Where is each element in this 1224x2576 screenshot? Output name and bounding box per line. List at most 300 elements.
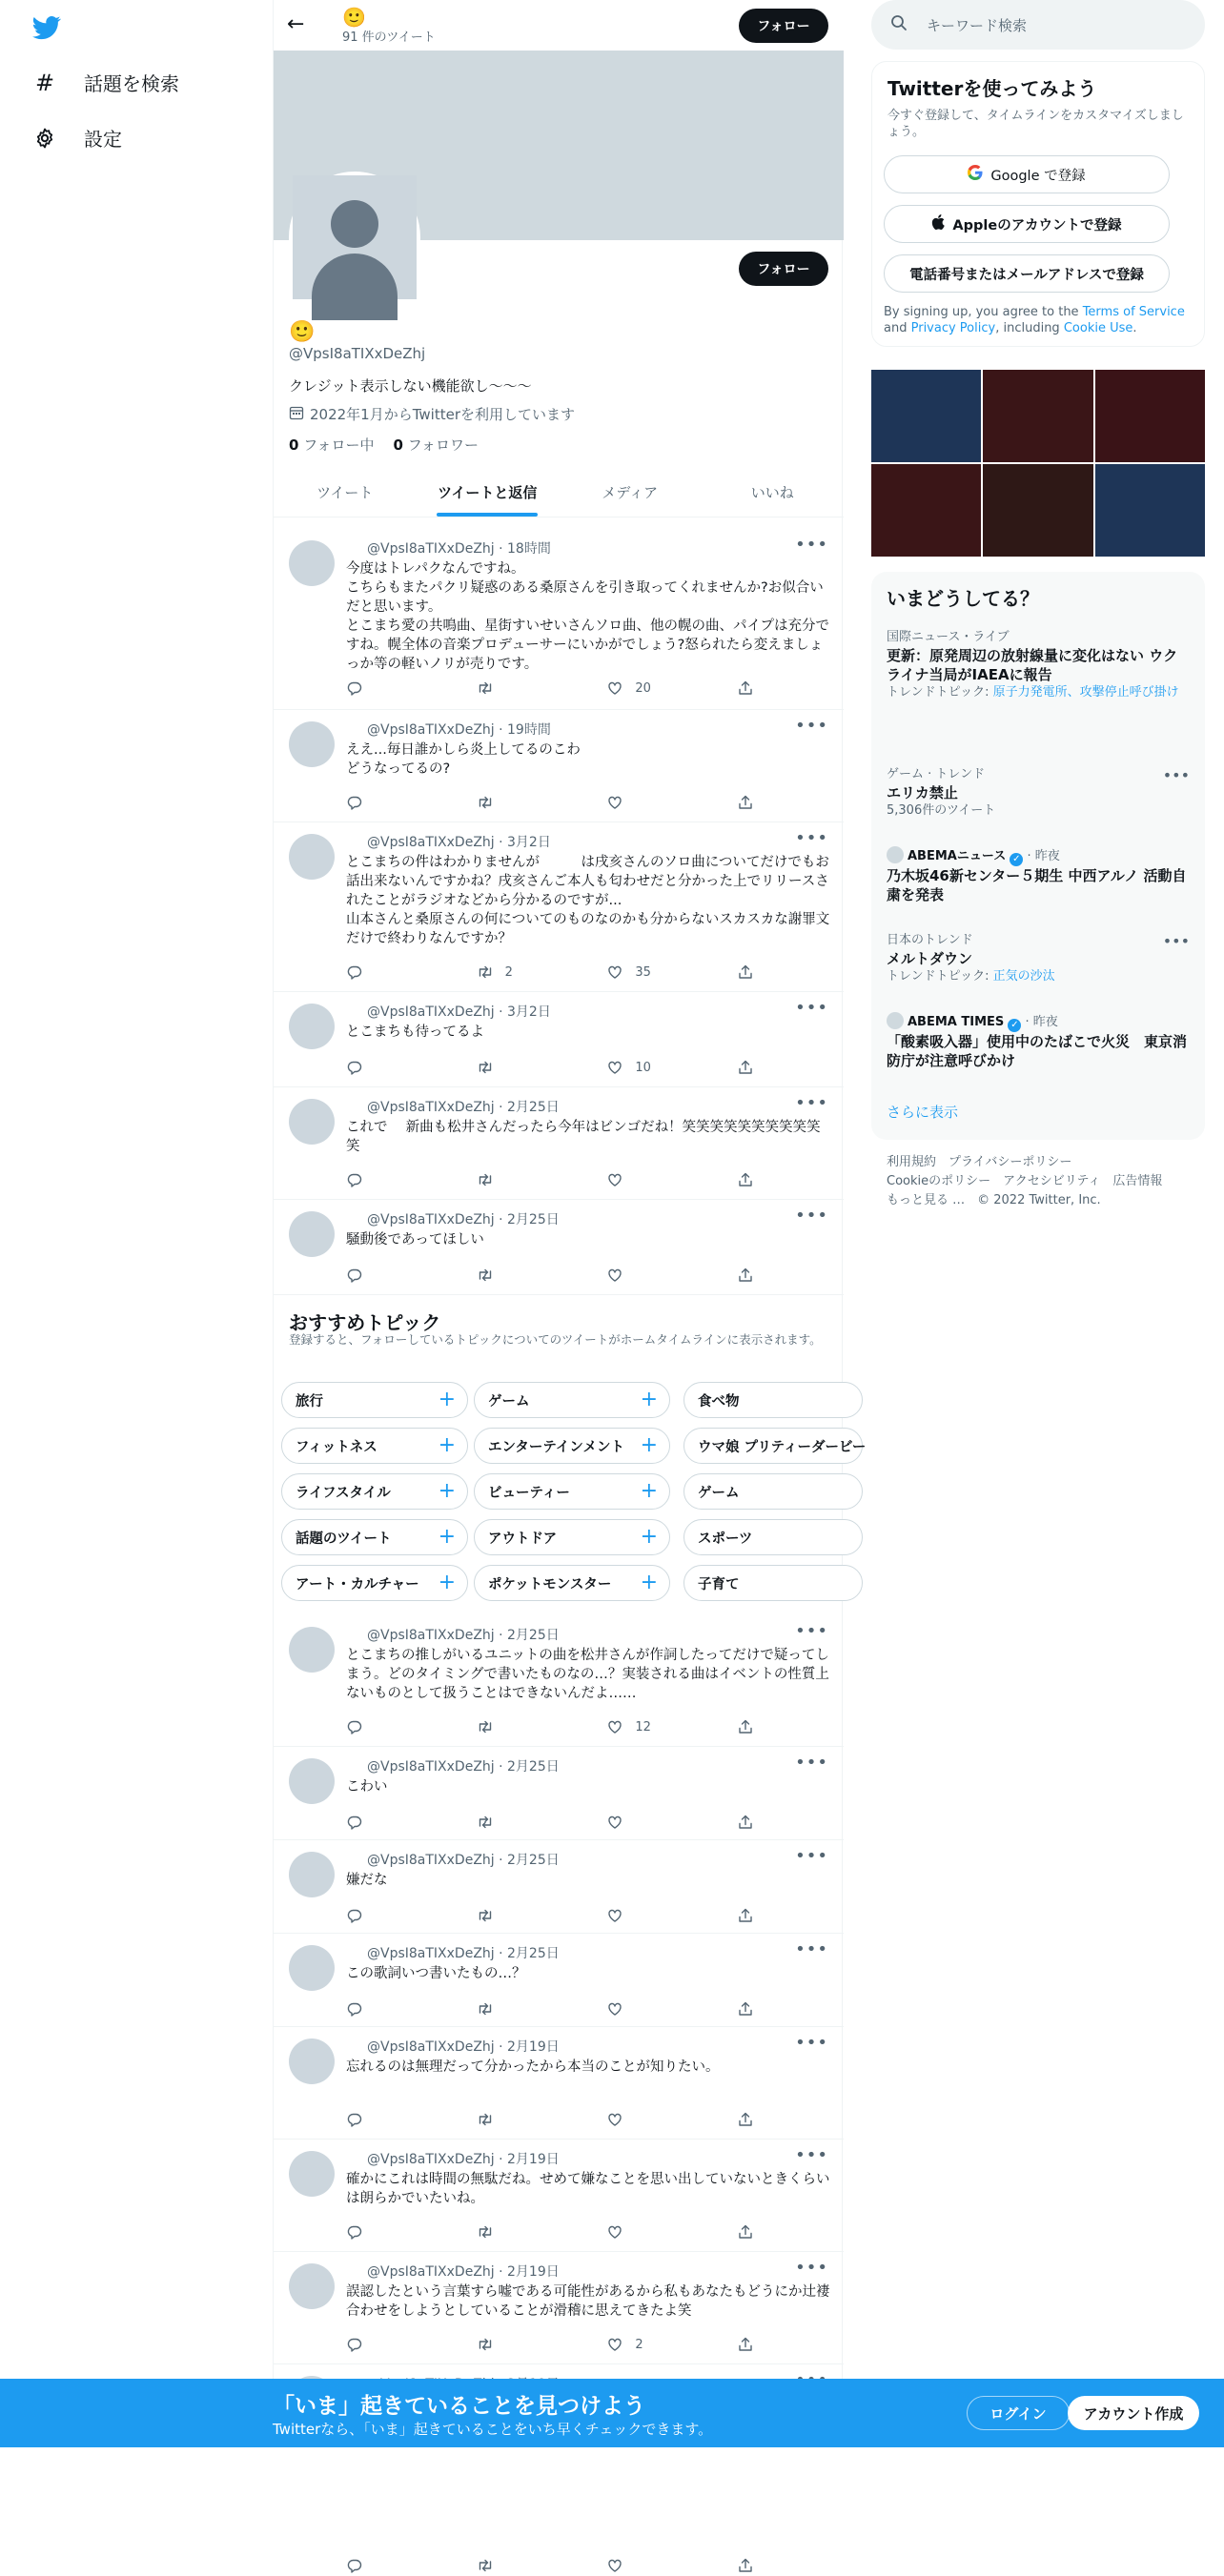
plus-icon: + [438, 1388, 456, 1411]
share-button[interactable] [737, 2555, 756, 2576]
trends-card [871, 572, 1205, 1140]
profile-joined-text: 2022年1月からTwitterを利用しています [310, 406, 575, 423]
trend-sub [887, 968, 1190, 984]
tab-tweets-and-replies[interactable]: ツイートと返信 [417, 467, 560, 517]
nav-settings[interactable] [32, 124, 122, 152]
plus-icon: + [640, 1571, 658, 1594]
following-count: 0 [289, 436, 299, 454]
retweet-icon [477, 794, 494, 811]
tweet-avatar[interactable] [289, 1099, 335, 1145]
tweet-text: こわい [346, 1779, 388, 1795]
tweet-avatar[interactable] [289, 1758, 335, 1804]
reply-icon [346, 2557, 363, 2574]
reply-button[interactable] [346, 678, 441, 699]
legal-and: and [884, 321, 908, 335]
trend-name: 更新：原発周辺の放射線量に変化はない ウクライナ当局がIAEAに報告 [887, 647, 1178, 683]
tweet-meta: @VpsI8aTIXxDeZhj · 2月19日 [367, 2039, 560, 2055]
plus-icon: + [640, 1388, 658, 1411]
profile-joined [289, 404, 575, 424]
terms-link[interactable]: Terms of Service [1082, 305, 1185, 319]
tweet[interactable] [274, 2252, 844, 2364]
tweet-count: 91 件のツイート [342, 30, 436, 45]
reply-button[interactable] [346, 1169, 441, 1190]
tweet-avatar[interactable] [289, 1627, 335, 1673]
footer-links [887, 1153, 1192, 1210]
like-button[interactable] [606, 2109, 702, 2130]
tweet[interactable] [274, 1087, 844, 1200]
retweet-icon [477, 1814, 494, 1831]
reply-button[interactable] [346, 962, 441, 983]
topic-chip[interactable] [683, 1428, 867, 1464]
tweet[interactable] [274, 1615, 844, 1747]
share-icon [737, 1171, 754, 1188]
plus-icon: + [640, 1479, 658, 1503]
tweet-text: とこまちの件はわかりませんが は戌亥さんのソロ曲についてだけでもお話出来ないんですかね？戌亥さんご本人も匂わせだと分かった上でリリースされたことがラジオなどから分かるのですが... 山本さんと桑原さんの何についてのものなのかも分からないスカスカな謝罪文だけで終わりなんですか？ [346, 855, 830, 946]
tweet-meta: @VpsI8aTIXxDeZhj · 2月25日 [367, 1212, 560, 1227]
tweet-avatar[interactable] [289, 834, 335, 880]
like-count: 2 [635, 2337, 643, 2352]
heart-icon [606, 2557, 623, 2574]
share-icon [737, 2111, 754, 2128]
reply-icon [346, 794, 363, 811]
following-link[interactable] [289, 435, 374, 455]
tweet[interactable] [274, 2027, 844, 2140]
tweet-actions [346, 1998, 756, 2019]
followers-label: フォロワー [407, 436, 479, 454]
share-icon [737, 1814, 754, 1831]
tweet-text: 忘れるのは無理だって分かったから本当のことが知りたい。 [346, 2059, 720, 2075]
profile-bio: クレジット表示しない機能欲し〜〜〜 [289, 377, 532, 395]
trend-name: エリカ禁止 [887, 784, 958, 801]
profile-handle: @VpsI8aTIXxDeZhj [289, 345, 426, 362]
trend-item[interactable] [887, 766, 1190, 819]
more-options-icon[interactable]: ••• [795, 1753, 828, 1773]
more-options-icon[interactable]: ••• [795, 535, 828, 555]
retweet-button[interactable] [477, 1998, 572, 2019]
tweet-text: これで 新曲も松井さんだったら今年はビンゴだね！笑笑笑笑笑笑笑笑笑笑笑 [346, 1120, 821, 1154]
tweet-avatar[interactable] [289, 721, 335, 767]
topic-chip[interactable] [281, 1473, 468, 1510]
topics-subtitle: 登録すると、フォローしているトピックについてのツイートがホームタイムラインに表示されます。 [289, 1332, 822, 1347]
tweet-text: 嫌だな [346, 1873, 388, 1888]
share-button[interactable] [737, 1812, 756, 1833]
tweet-actions [346, 2109, 756, 2130]
nav-settings-label: 設定 [84, 128, 122, 151]
retweet-icon [477, 1059, 494, 1076]
retweet-button[interactable] [477, 1057, 572, 1078]
search-icon [890, 14, 908, 35]
tweet-avatar[interactable] [289, 1211, 335, 1257]
source-avatar [887, 846, 904, 863]
share-icon [737, 963, 754, 981]
tweet-meta: @VpsI8aTIXxDeZhj · 2月25日 [367, 1946, 560, 1961]
trend-time: · 昨夜 [1027, 849, 1060, 863]
media-thumbnail[interactable] [1095, 370, 1205, 462]
retweet-icon [477, 2111, 494, 2128]
follow-button-header[interactable]: フォロー [739, 9, 828, 43]
trend-sub-link[interactable]: 原子力発電所、攻撃停止呼び掛け [992, 685, 1179, 700]
trend-name: 「酸素吸入器」使用中のたばこで火災 東京消防庁が注意呼びかけ [887, 1033, 1188, 1069]
reply-button[interactable] [346, 2334, 441, 2355]
retweet-button[interactable] [477, 2109, 572, 2130]
trend-meta: ゲーム · トレンド [887, 767, 986, 781]
tweet[interactable] [274, 1200, 844, 1295]
google-signup-button[interactable] [884, 155, 1170, 193]
topic-chip[interactable] [683, 1565, 863, 1601]
like-button[interactable] [606, 2221, 702, 2242]
heart-icon [606, 963, 623, 981]
tweet-actions [346, 678, 756, 699]
reply-icon [346, 2111, 363, 2128]
retweet-icon [477, 963, 494, 981]
trend-item[interactable] [887, 1012, 1190, 1070]
retweet-button[interactable] [477, 2555, 572, 2576]
more-options-icon[interactable]: ••• [795, 2145, 828, 2165]
retweet-button[interactable] [477, 678, 572, 699]
share-button[interactable] [737, 1716, 756, 1737]
like-count: 35 [635, 964, 651, 980]
trend-sub-link[interactable]: 正気の沙汰 [992, 969, 1055, 984]
reply-icon [346, 1907, 363, 1924]
heart-icon [606, 2223, 623, 2241]
tweet-actions [346, 1169, 756, 1190]
like-button[interactable] [606, 1905, 702, 1926]
heart-icon [606, 679, 623, 697]
reply-button[interactable] [346, 1905, 441, 1926]
reply-button[interactable] [346, 2109, 441, 2130]
media-thumbnail[interactable] [983, 464, 1092, 557]
heart-icon [606, 1907, 623, 1924]
like-button[interactable] [606, 792, 702, 813]
signup-title: Twitterを使ってみよう [887, 77, 1097, 100]
phone-email-signup-button[interactable]: 電話番号またはメールアドレスで登録 [884, 254, 1170, 293]
main-column [273, 0, 867, 2447]
share-button[interactable] [737, 962, 756, 983]
google-signup-label: Google で登録 [990, 168, 1086, 184]
share-icon [737, 679, 754, 697]
topic-chip[interactable] [281, 1382, 468, 1418]
tweet-actions [346, 2555, 756, 2576]
verified-badge-icon: ✓ [1010, 853, 1023, 866]
retweet-icon [477, 1267, 494, 1284]
topic-chip[interactable] [474, 1428, 670, 1464]
reply-button[interactable] [346, 1265, 441, 1286]
tweet-avatar[interactable] [289, 1852, 335, 1897]
tweet[interactable] [274, 529, 844, 710]
tweet-meta: @VpsI8aTIXxDeZhj · 19時間 [367, 722, 551, 738]
trend-source: ABEMA TIMES [908, 1015, 1005, 1029]
heart-icon [606, 1059, 623, 1076]
trend-meta [887, 1012, 1190, 1032]
tweet[interactable] [274, 1747, 844, 1840]
more-options-icon[interactable]: ••• [795, 1206, 828, 1226]
footer-line[interactable]: もっと見る … © 2022 Twitter, Inc. [887, 1193, 1101, 1207]
nav-explore-label: 話題を検索 [84, 72, 179, 95]
trend-time: · 昨夜 [1025, 1015, 1058, 1029]
tweet-avatar[interactable] [289, 540, 335, 586]
topic-chip[interactable] [281, 1519, 468, 1555]
like-button[interactable] [606, 678, 702, 699]
more-options-icon[interactable]: ••• [795, 1093, 828, 1113]
topic-chip-label: ポケットモンスター [488, 1576, 612, 1592]
back-arrow-icon[interactable]: ← [287, 12, 305, 36]
reply-button[interactable] [346, 1812, 441, 1833]
share-button[interactable] [737, 2334, 756, 2355]
retweet-button[interactable] [477, 1716, 572, 1737]
tweet-actions [346, 1716, 756, 1737]
followers-count: 0 [393, 436, 403, 454]
topic-chip-label: 話題のツイート [296, 1531, 392, 1547]
share-button[interactable] [737, 1265, 756, 1286]
trend-sub-prefix: トレンドトピック: [887, 685, 993, 700]
login-button[interactable]: ログイン [967, 2396, 1070, 2430]
like-count: 20 [635, 680, 651, 696]
topic-chip[interactable] [474, 1565, 670, 1601]
reply-button[interactable] [346, 2555, 441, 2576]
footer-line[interactable]: 利用規約 プライバシーポリシー [887, 1155, 1072, 1169]
reply-icon [346, 2223, 363, 2241]
footer-line[interactable]: Cookieのポリシー アクセシビリティ 広告情報 [887, 1174, 1163, 1188]
more-options-icon[interactable]: ••• [795, 716, 828, 736]
tweet[interactable] [274, 1840, 844, 1934]
tweet-avatar[interactable] [289, 2038, 335, 2084]
topic-chip[interactable] [683, 1519, 863, 1555]
share-icon [737, 2223, 754, 2241]
avatar-head-shape [331, 200, 378, 248]
like-button[interactable] [606, 1057, 702, 1078]
apple-signup-label: Appleのアカウントで登録 [952, 217, 1122, 233]
trend-name: メルトダウン [887, 950, 973, 967]
trend-more-icon[interactable]: ••• [1162, 766, 1190, 784]
trend-source: ABEMAニュース [908, 849, 1007, 863]
retweet-button[interactable] [477, 1812, 572, 1833]
topic-chip-label: エンターテインメント [488, 1439, 624, 1455]
topic-chip-label: スポーツ [698, 1531, 753, 1547]
topic-chip[interactable] [683, 1473, 863, 1510]
reply-icon [346, 2336, 363, 2353]
tweet-text: 誤認したという言葉すら嘘である可能性があるから私もあなたもどうにか辻褄合わせをしようとしていることが滑稽に思えてきたよ笑 [346, 2284, 830, 2319]
trend-sub [887, 684, 1190, 700]
gear-icon [32, 126, 57, 151]
tweet-avatar[interactable] [289, 1945, 335, 1991]
like-button[interactable] [606, 1265, 702, 1286]
tweet-text: 騒動後であってほしい [346, 1232, 484, 1247]
topic-chip[interactable] [281, 1565, 468, 1601]
trends-title: いまどうしてる？ [887, 587, 1039, 610]
header-emoji: 🙂 [342, 6, 366, 29]
media-thumbnail[interactable] [871, 464, 981, 557]
tweet-meta: @VpsI8aTIXxDeZhj · 2月25日 [367, 1100, 560, 1115]
hashtag-icon: # [34, 69, 55, 96]
tweet-text: この歌詞いつ書いたもの…？ [346, 1966, 526, 1981]
retweet-button[interactable] [477, 1905, 572, 1926]
tweet-actions [346, 1265, 756, 1286]
trend-item[interactable] [887, 629, 1190, 700]
profile-stats [289, 435, 479, 455]
cookie-link[interactable]: Cookie Use [1063, 321, 1133, 335]
tweet-actions [346, 2334, 756, 2355]
verified-badge-icon: ✓ [1008, 1019, 1021, 1032]
share-button[interactable] [737, 678, 756, 699]
tab-tweets[interactable]: ツイート [316, 483, 374, 501]
topic-chip-label: 子育て [698, 1576, 740, 1592]
media-thumbnail[interactable] [871, 370, 981, 462]
retweet-icon [477, 2000, 494, 2018]
share-button[interactable] [737, 1169, 756, 1190]
tweet[interactable] [274, 2140, 844, 2252]
reply-icon [346, 1171, 363, 1188]
heart-icon [606, 2336, 623, 2353]
like-button[interactable] [606, 1998, 702, 2019]
reply-button[interactable] [346, 1716, 441, 1737]
followers-link[interactable] [393, 435, 478, 455]
reply-button[interactable] [346, 792, 441, 813]
tweet-text: 確かにこれは時間の無駄だね。せめて嫌なことを思い出していないときくらいは朗らかでいたいね。 [346, 2172, 830, 2206]
topic-chip-label: アート・カルチャー [296, 1576, 419, 1592]
share-button[interactable] [737, 1998, 756, 2019]
plus-icon: + [640, 1433, 658, 1457]
like-button[interactable] [606, 2334, 702, 2355]
tweet[interactable] [274, 992, 844, 1087]
tweet-actions [346, 792, 756, 813]
profile-avatar[interactable] [289, 172, 420, 303]
topic-chip[interactable] [474, 1382, 670, 1418]
more-options-icon[interactable]: ••• [795, 1846, 828, 1866]
google-icon [968, 165, 983, 184]
twitter-logo-icon[interactable] [32, 13, 61, 42]
more-options-icon[interactable]: ••• [795, 2258, 828, 2278]
more-options-icon[interactable]: ••• [795, 998, 828, 1018]
more-options-icon[interactable]: ••• [795, 828, 828, 848]
reply-button[interactable] [346, 2221, 441, 2242]
trend-meta: 日本のトレンド [887, 933, 973, 947]
tweet-meta: @VpsI8aTIXxDeZhj · 2月25日 [367, 1628, 560, 1643]
share-button[interactable] [737, 2109, 756, 2130]
retweet-button[interactable] [477, 2221, 572, 2242]
topic-chip-label: 食べ物 [698, 1393, 740, 1410]
tweet-actions [346, 1812, 756, 1833]
retweet-button[interactable] [477, 1169, 572, 1190]
apple-signup-button[interactable] [884, 205, 1170, 243]
bottom-bar-subtitle: Twitterなら、「いま」起きていることをいち早くチェックできます。 [273, 2421, 713, 2438]
tweet[interactable] [274, 822, 844, 992]
tweet-meta: @VpsI8aTIXxDeZhj · 2月19日 [367, 2264, 560, 2280]
privacy-link[interactable]: Privacy Policy [910, 321, 996, 335]
retweet-button[interactable] [477, 2334, 572, 2355]
trend-item[interactable] [887, 932, 1190, 984]
like-button[interactable] [606, 1169, 702, 1190]
tweet-avatar[interactable] [289, 2151, 335, 2197]
reply-button[interactable] [346, 1057, 441, 1078]
more-options-icon[interactable]: ••• [795, 1621, 828, 1641]
reply-button[interactable] [346, 1998, 441, 2019]
more-options-icon[interactable]: ••• [795, 2033, 828, 2053]
topic-chip-label: ゲーム [488, 1393, 530, 1410]
retweet-icon [477, 1718, 494, 1735]
retweet-button[interactable] [477, 792, 572, 813]
plus-icon: + [640, 1525, 658, 1549]
tab-likes[interactable]: いいね [750, 483, 794, 501]
like-button[interactable] [606, 1812, 702, 1833]
retweet-button[interactable] [477, 1265, 572, 1286]
like-button[interactable] [606, 2555, 702, 2576]
show-more-link[interactable]: さらに表示 [887, 1104, 959, 1121]
nav-explore[interactable] [32, 69, 179, 96]
tweet-avatar[interactable] [289, 1004, 335, 1049]
topic-chip-label: 旅行 [296, 1393, 323, 1410]
tweet-actions [346, 1057, 756, 1078]
plus-icon: + [438, 1571, 456, 1594]
follow-button[interactable]: フォロー [739, 252, 828, 286]
share-button[interactable] [737, 1905, 756, 1926]
retweet-icon [477, 2223, 494, 2241]
topic-chip[interactable] [474, 1519, 670, 1555]
plus-icon: + [438, 1433, 456, 1457]
retweet-button[interactable] [477, 962, 572, 983]
topic-chip[interactable] [281, 1428, 468, 1464]
topic-chip[interactable] [683, 1382, 863, 1418]
tweet-actions [346, 962, 756, 983]
heart-icon [606, 1171, 623, 1188]
trend-more-icon[interactable]: ••• [1162, 932, 1190, 950]
trend-meta: 国際ニュース・ライブ [887, 630, 1010, 644]
share-icon [737, 2000, 754, 2018]
more-options-icon[interactable]: ••• [795, 1939, 828, 1959]
reply-icon [346, 1267, 363, 1284]
topic-chip-label: フィットネス [296, 1439, 377, 1455]
profile-header-bar [274, 0, 844, 51]
calendar-icon [289, 405, 304, 424]
share-icon [737, 1059, 754, 1076]
share-icon [737, 2336, 754, 2353]
tweet-meta: @VpsI8aTIXxDeZhj · 2月25日 [367, 1853, 560, 1868]
tweet-text: とこまちの推しがいるユニットの曲を松井さんが作詞したってだけで疑ってしまう。どのタイミングで書いたものなの…？実装される曲はイベントの性質上ないものとして扱うことはできないんだよ…… [346, 1648, 829, 1701]
topic-chip-label: ゲーム [698, 1485, 740, 1501]
like-button[interactable] [606, 962, 702, 983]
retweet-count: 2 [504, 964, 513, 980]
topics-title: おすすめトピック [289, 1311, 441, 1334]
signup-bottom-bar [0, 2379, 1224, 2447]
signup-button[interactable]: アカウント作成 [1068, 2396, 1199, 2430]
heart-icon [606, 2111, 623, 2128]
share-button[interactable] [737, 1057, 756, 1078]
trend-item[interactable] [887, 846, 1190, 904]
search-placeholder: キーワード検索 [927, 16, 1028, 34]
share-button[interactable] [737, 792, 756, 813]
media-thumbnail[interactable] [983, 370, 1092, 462]
search-input[interactable] [871, 0, 1205, 50]
heart-icon [606, 1814, 623, 1831]
tweet[interactable] [274, 710, 844, 822]
left-sidebar [0, 0, 273, 2447]
tweet[interactable] [274, 1934, 844, 2027]
tab-media[interactable]: メディア [602, 483, 659, 501]
apple-icon [931, 214, 945, 233]
trend-name: 乃木坂46新センター５期生 中西アルノ 活動自粛を発表 [887, 867, 1187, 903]
like-button[interactable] [606, 1716, 702, 1737]
tweet-actions [346, 2221, 756, 2242]
tweet-avatar[interactable] [289, 2263, 335, 2309]
tweet-meta: @VpsI8aTIXxDeZhj · 18時間 [367, 541, 551, 557]
profile-tabs [274, 467, 844, 517]
topic-chip[interactable] [474, 1473, 670, 1510]
media-grid [871, 370, 1205, 557]
heart-icon [606, 2000, 623, 2018]
share-button[interactable] [737, 2221, 756, 2242]
media-thumbnail[interactable] [1095, 464, 1205, 557]
topic-chip-label: ウマ娘 プリティーダービー [698, 1439, 867, 1455]
reply-icon [346, 2000, 363, 2018]
